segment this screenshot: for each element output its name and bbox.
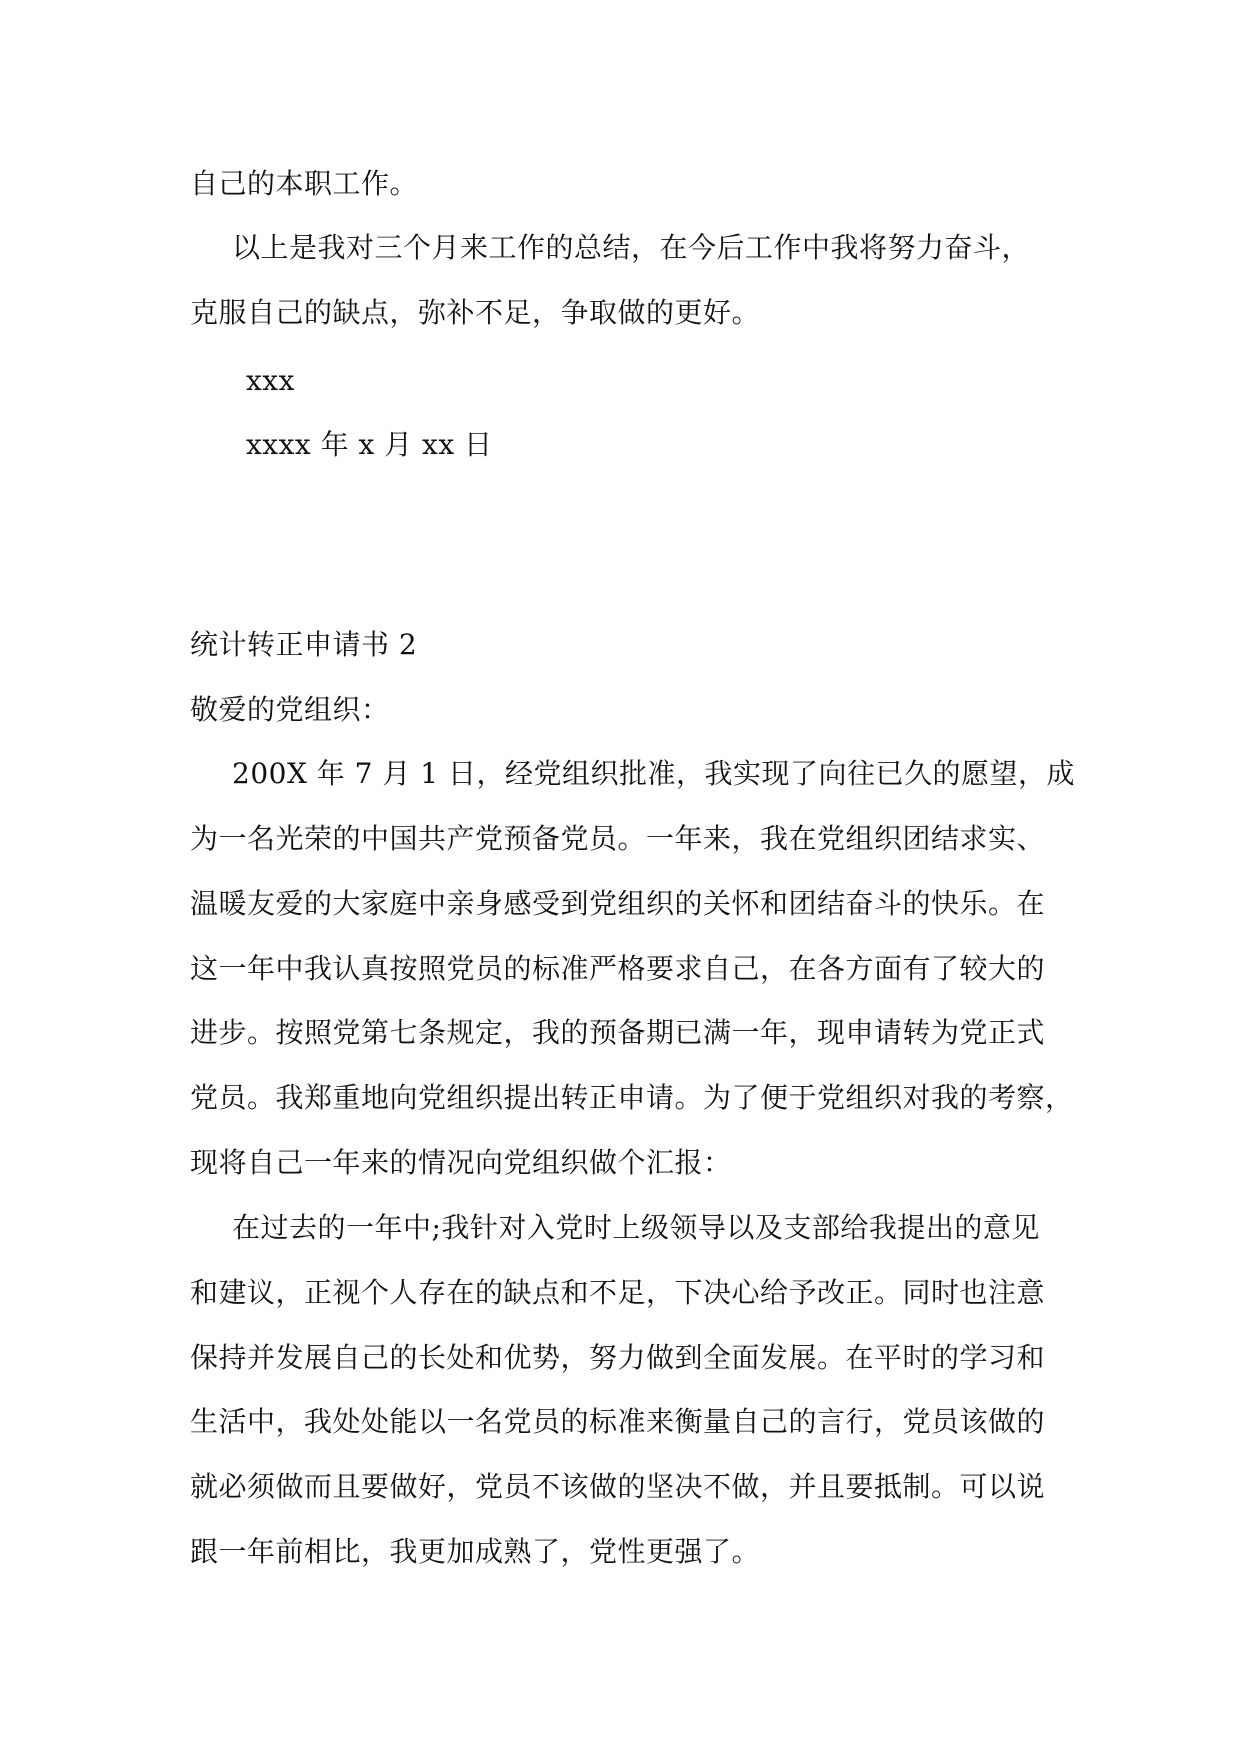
- paragraph-line: 和建议，正视个人存在的缺点和不足，下决心给予改正。同时也注意: [190, 1276, 1046, 1309]
- paragraph-line: 自己的本职工作。: [190, 167, 419, 200]
- paragraph-line: 现将自己一年来的情况向党组织做个汇报：: [190, 1146, 732, 1179]
- paragraph-line: 以上是我对三个月来工作的总结，在今后工作中我将努力奋斗，: [232, 231, 1031, 264]
- paragraph-line: 克服自己的缺点，弥补不足，争取做的更好。: [190, 296, 761, 329]
- salutation: 敬爱的党组织：: [190, 693, 390, 726]
- section-title: 统计转正申请书 2: [190, 628, 418, 661]
- paragraph-line: 为一名光荣的中国共产党预备党员。一年来，我在党组织团结求实、: [190, 822, 1046, 855]
- paragraph-line: 这一年中我认真按照党员的标准严格要求自己，在各方面有了较大的: [190, 952, 1046, 985]
- paragraph-line: 生活中，我处处能以一名党员的标准来衡量自己的言行，党员该做的: [190, 1405, 1046, 1438]
- signature-date: xxxx 年 x 月 xx 日: [246, 428, 493, 461]
- paragraph-line: 温暖友爱的大家庭中亲身感受到党组织的关怀和团结奋斗的快乐。在: [190, 887, 1046, 920]
- paragraph-line: 在过去的一年中;我针对入党时上级领导以及支部给我提出的意见: [232, 1211, 1040, 1244]
- paragraph-line: 进步。按照党第七条规定，我的预备期已满一年，现申请转为党正式: [190, 1016, 1046, 1049]
- paragraph-line: 就必须做而且要做好，党员不该做的坚决不做，并且要抵制。可以说: [190, 1470, 1046, 1503]
- paragraph-line: 保持并发展自己的长处和优势，努力做到全面发展。在平时的学习和: [190, 1341, 1046, 1374]
- paragraph-line: 党员。我郑重地向党组织提出转正申请。为了便于党组织对我的考察，: [190, 1081, 1074, 1114]
- signature-name: xxx: [246, 364, 295, 397]
- paragraph-line: 200X 年 7 月 1 日，经党组织批准，我实现了向往已久的愿望，成: [232, 757, 1076, 790]
- paragraph-line: 跟一年前相比，我更加成熟了，党性更强了。: [190, 1535, 761, 1568]
